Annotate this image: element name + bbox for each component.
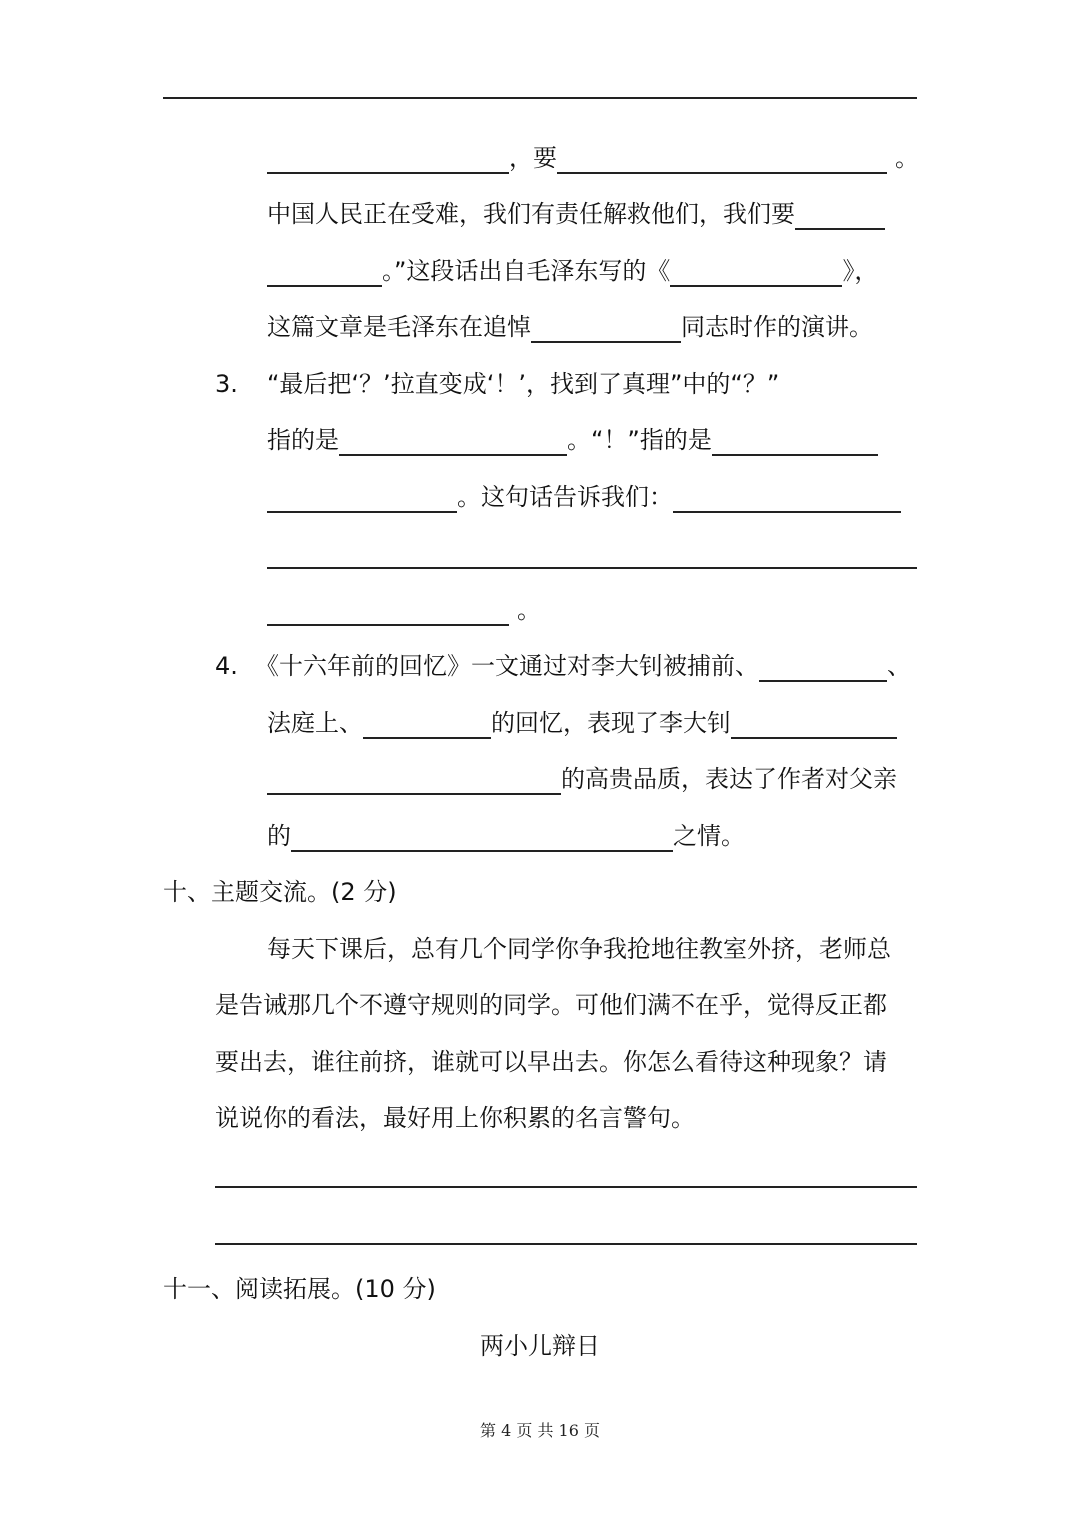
text: 的 (267, 822, 291, 850)
blank[interactable] (291, 820, 673, 852)
text: 法庭上、 (267, 709, 363, 737)
page-footer: 第 4 页 共 16 页 (480, 1421, 600, 1440)
text: 中国人民正在受难，我们有责任解救他们，我们要 (267, 200, 795, 228)
q3-line-3 (267, 477, 901, 517)
blank[interactable] (712, 424, 878, 456)
s10-paragraph-line-1 (267, 929, 891, 969)
text: “最后把‘？’拉直变成‘！’，找到了真理”中的“？” (267, 370, 780, 398)
text: 同志时作的演讲。 (681, 313, 873, 341)
q4-line-3 (267, 759, 897, 799)
blank[interactable] (267, 763, 561, 795)
q2-line-3 (267, 251, 878, 291)
text: 。”这段话出自毛泽东写的《 (382, 257, 671, 285)
q3-line-5 (267, 590, 541, 630)
text: 。 (895, 144, 919, 172)
question-number: 4. (215, 652, 238, 680)
heading-text: 十一、阅读拓展。(10 分) (163, 1275, 436, 1303)
text: 指的是 (267, 426, 339, 454)
s10-paragraph-line-2 (215, 985, 887, 1025)
text: 的高贵品质，表达了作者对父亲 (561, 765, 897, 793)
blank[interactable] (267, 594, 509, 626)
question-number: 3. (215, 370, 238, 398)
q2-line-2 (267, 194, 885, 234)
text: 每天下课后，总有几个同学你争我抢地往教室外挤，老师总 (267, 935, 891, 963)
q4-line-1 (215, 646, 911, 686)
blank[interactable] (267, 142, 509, 174)
blank[interactable] (339, 424, 567, 456)
text: 《十六年前的回忆》一文通过对李大钊被捕前、 (255, 652, 759, 680)
blank[interactable] (363, 707, 491, 739)
s10-paragraph-line-3 (215, 1042, 887, 1082)
answer-line[interactable] (215, 1186, 917, 1188)
text: 。“！”指的是 (567, 426, 712, 454)
blank[interactable] (267, 481, 457, 513)
q2-line-1 (267, 138, 919, 178)
blank[interactable] (670, 255, 842, 287)
blank[interactable] (673, 481, 901, 513)
q3-line-1 (215, 364, 779, 404)
header-rule (163, 97, 917, 99)
section-10-heading (163, 872, 397, 912)
text: 要出去，谁往前挤，谁就可以早出去。你怎么看待这种现象？请 (215, 1048, 887, 1076)
blank[interactable] (759, 650, 887, 682)
text: 。这句话告诉我们： (457, 483, 673, 511)
text: 是告诫那几个不遵守规则的同学。可他们满不在乎，觉得反正都 (215, 991, 887, 1019)
blank[interactable] (267, 537, 917, 569)
blank[interactable] (795, 198, 885, 230)
text: 这篇文章是毛泽东在追悼 (267, 313, 531, 341)
reading-title: 两小儿辩日 (480, 1332, 600, 1360)
text: 、 (887, 652, 911, 680)
text: 。 (517, 596, 541, 624)
text: 之情。 (673, 822, 745, 850)
blank[interactable] (731, 707, 897, 739)
q4-line-2 (267, 703, 897, 743)
text: 说说你的看法，最好用上你积累的名言警句。 (215, 1104, 695, 1132)
q3-line-2 (267, 420, 878, 460)
q4-line-4 (267, 816, 745, 856)
s10-paragraph-line-4 (215, 1098, 695, 1138)
text: 》， (842, 257, 879, 285)
blank[interactable] (557, 142, 887, 174)
heading-text: 十、主题交流。(2 分) (163, 878, 397, 906)
text: ，要 (509, 144, 557, 172)
section-11-heading (163, 1269, 436, 1309)
answer-line[interactable] (215, 1243, 917, 1245)
text: 的回忆，表现了李大钊 (491, 709, 731, 737)
q2-line-4 (267, 307, 873, 347)
blank[interactable] (531, 311, 681, 343)
blank[interactable] (267, 255, 382, 287)
q3-line-4 (267, 533, 917, 573)
